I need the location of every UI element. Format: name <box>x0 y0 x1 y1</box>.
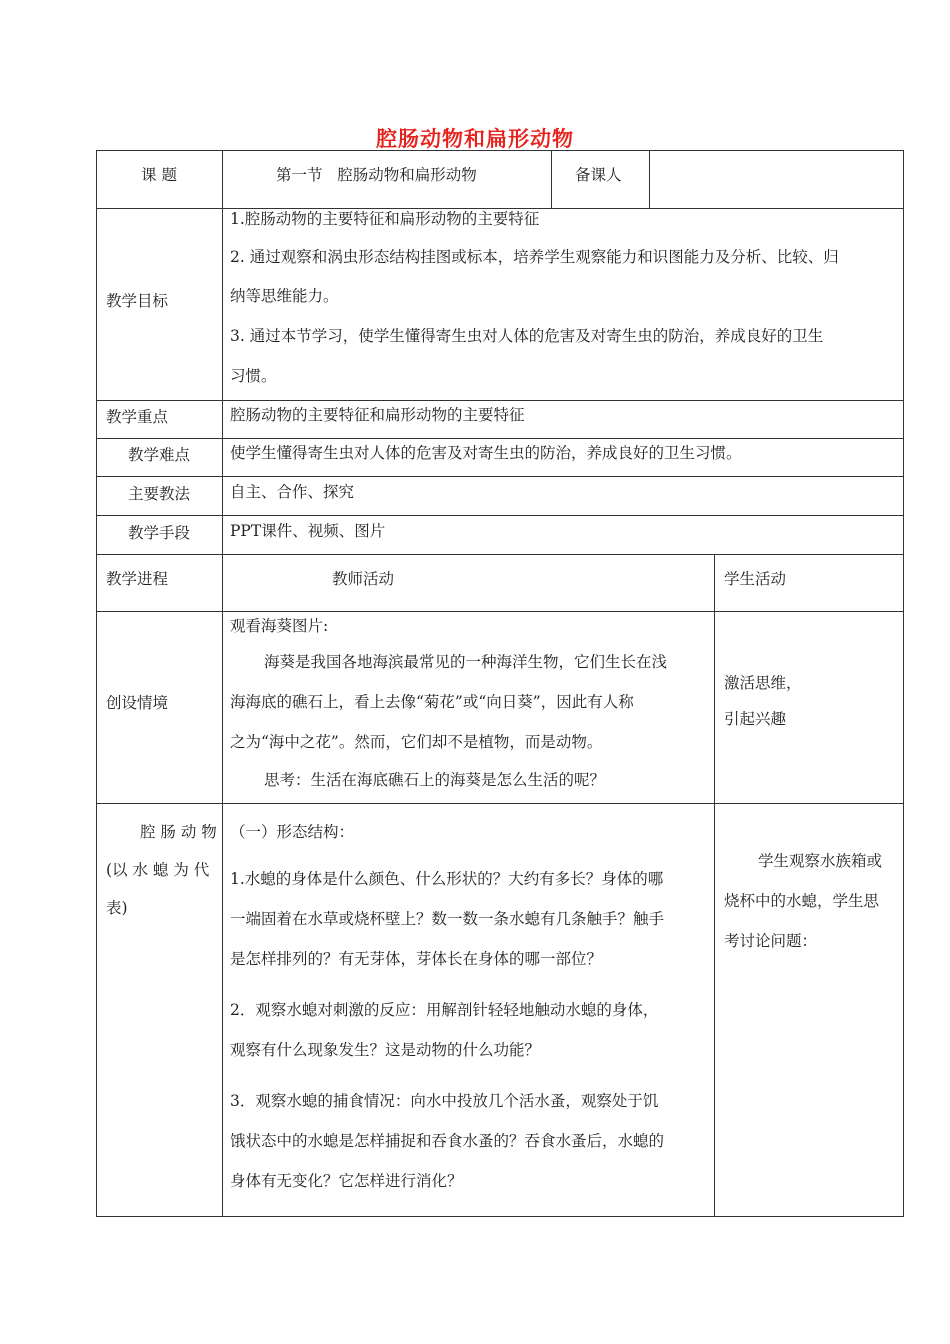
table-border-right <box>903 150 904 1217</box>
row-divider <box>96 476 904 477</box>
objective-line: 习惯。 <box>230 367 277 385</box>
process-col-label: 教学进程 <box>106 570 169 588</box>
coelenterate-line: 饿状态中的水螅是怎样捕捉和吞食水蚤的？吞食水蚤后，水螅的 <box>230 1132 665 1150</box>
table-border-top <box>96 150 904 151</box>
key-point-value: 腔肠动物的主要特征和扁形动物的主要特征 <box>230 406 525 424</box>
difficulty-label: 教学难点 <box>127 446 190 464</box>
coelenterate-line: 1.水螅的身体是什么颜色、什么形状的？大约有多长？身体的哪 <box>230 870 664 888</box>
coelenterate-line: 是怎样排列的？有无芽体，芽体长在身体的哪一部位？ <box>230 950 603 968</box>
means-value: PPT课件、视频、图片 <box>230 522 386 540</box>
objective-line: 2. 通过观察和涡虫形态结构挂图或标本，培养学生观察能力和识图能力及分析、比较、归 <box>230 248 839 266</box>
table-border-left <box>96 150 97 1217</box>
coelenterate-line: 3．观察水螅的捕食情况：向水中投放几个活水蚤，观察处于饥 <box>230 1092 659 1110</box>
row-divider <box>96 803 904 804</box>
coelenterate-student-line: 学生观察水族箱或 <box>758 852 883 870</box>
teacher-activity-header: 教师活动 <box>332 570 395 588</box>
objectives-label: 教学目标 <box>106 292 169 310</box>
column-divider <box>551 150 552 208</box>
scenario-label: 创设情境 <box>106 694 169 712</box>
student-activity-header: 学生活动 <box>724 570 787 588</box>
scenario-line: 海海底的礁石上，看上去像“菊花”或“向日葵”，因此有人称 <box>230 693 634 711</box>
coelenterate-line: （一）形态结构： <box>230 823 355 841</box>
lesson-plan-table <box>96 150 904 1217</box>
row-divider <box>96 554 904 555</box>
key-point-label: 教学重点 <box>106 408 169 426</box>
topic-label: 课 题 <box>141 166 177 184</box>
row-divider <box>96 438 904 439</box>
column-divider <box>222 150 223 1217</box>
difficulty-value: 使学生懂得寄生虫对人体的危害及对寄生虫的防治，养成良好的卫生习惯。 <box>230 444 742 462</box>
coelenterate-label-line: (以 水 螅 为 代 <box>106 861 210 879</box>
document-title: 腔肠动物和扁形动物 <box>376 126 574 151</box>
scenario-line: 海葵是我国各地海滨最常见的一种海洋生物，它们生长在浅 <box>264 653 668 671</box>
scenario-line: 观看海葵图片: <box>230 617 329 635</box>
table-border-bottom <box>96 1216 904 1217</box>
topic-value: 第一节 腔肠动物和扁形动物 <box>276 166 477 184</box>
coelenterate-student-line: 烧杯中的水螅，学生思 <box>724 892 880 910</box>
scenario-student-line: 激活思维， <box>724 674 802 692</box>
method-label: 主要教法 <box>127 485 190 503</box>
coelenterate-label-line: 腔 肠 动 物 <box>140 823 217 841</box>
preparer-label: 备课人 <box>575 166 622 184</box>
row-divider <box>96 515 904 516</box>
coelenterate-line: 身体有无变化？它怎样进行消化？ <box>230 1172 463 1190</box>
coelenterate-line: 一端固着在水草或烧杯壁上？数一数一条水螅有几条触手？触手 <box>230 910 665 928</box>
scenario-line: 之为“海中之花”。然而，它们却不是植物，而是动物。 <box>230 733 603 751</box>
coelenterate-label-line: 表) <box>106 899 128 917</box>
row-divider <box>96 611 904 612</box>
scenario-student-line: 引起兴趣 <box>724 710 787 728</box>
means-label: 教学手段 <box>127 524 190 542</box>
column-divider <box>649 150 650 208</box>
scenario-line: 思考：生活在海底礁石上的海葵是怎么生活的呢？ <box>264 771 606 789</box>
coelenterate-line: 2．观察水螅对刺激的反应：用解剖针轻轻地触动水螅的身体， <box>230 1001 659 1019</box>
objective-line: 1.腔肠动物的主要特征和扁形动物的主要特征 <box>230 210 540 228</box>
coelenterate-student-line: 考讨论问题： <box>724 932 818 950</box>
column-divider <box>714 554 715 1217</box>
coelenterate-line: 观察有什么现象发生？这是动物的什么功能？ <box>230 1041 541 1059</box>
objective-line: 3. 通过本节学习，使学生懂得寄生虫对人体的危害及对寄生虫的防治，养成良好的卫生 <box>230 327 824 345</box>
method-value: 自主、合作、探究 <box>230 483 355 501</box>
row-divider <box>96 400 904 401</box>
objective-line: 纳等思维能力。 <box>230 287 339 305</box>
